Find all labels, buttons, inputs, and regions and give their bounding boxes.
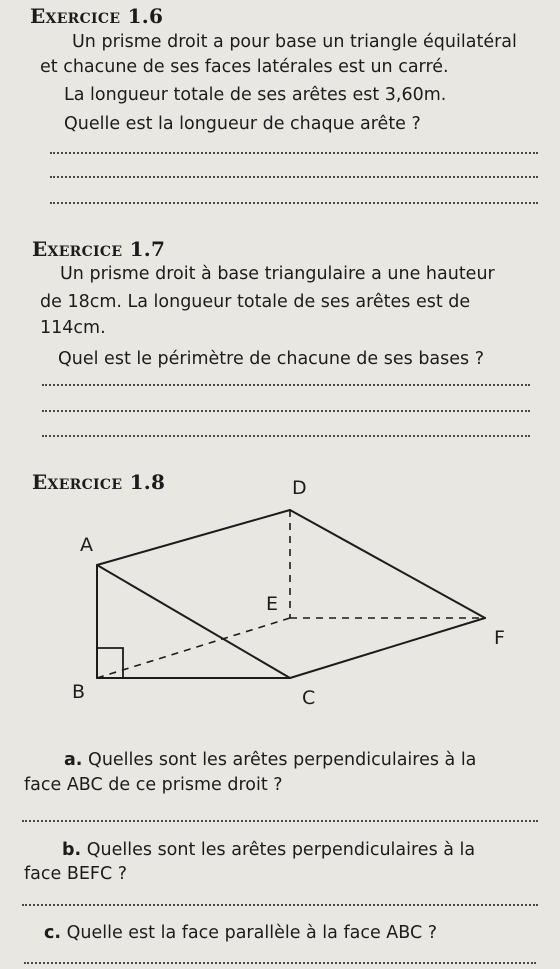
question-a-line-2: face ABC de ce prisme droit ? — [24, 775, 283, 795]
exercise-1-6-line-3: La longueur totale de ses arêtes est 3,60m. — [64, 85, 447, 105]
exercise-1-6-line-1: Un prisme droit a pour base un triangle équilatéral — [72, 32, 517, 52]
edge-AD — [97, 510, 290, 565]
exercise-1-7-question: Quel est le périmètre de chacune de ses bases ? — [58, 349, 484, 369]
vertex-label-D: D — [292, 477, 307, 499]
edge-CF — [290, 618, 485, 678]
exercise-1-8-title: Exercice 1.8 — [32, 470, 166, 494]
question-b-marker: b. — [62, 840, 82, 860]
question-b — [62, 838, 475, 863]
vertex-label-C: C — [302, 687, 316, 709]
question-c-marker: c. — [44, 923, 62, 943]
answer-line[interactable] — [22, 820, 538, 822]
vertex-label-F: F — [494, 627, 505, 649]
exercise-1-7-line-3: 114cm. — [40, 318, 106, 338]
exercise-1-7-line-1: Un prisme droit à base triangulaire a une hauteur — [60, 264, 495, 284]
answer-line[interactable] — [24, 962, 536, 964]
question-a-marker: a. — [64, 750, 83, 770]
exercise-1-6-question: Quelle est la longueur de chaque arête ? — [64, 114, 421, 134]
exercise-1-6-title: Exercice 1.6 — [30, 4, 164, 28]
exercise-1-6-line-2: et chacune de ses faces latérales est un carré. — [40, 57, 449, 77]
question-b-line-1: Quelles sont les arêtes perpendiculaires à la — [86, 840, 476, 860]
edge-AC — [97, 565, 290, 678]
hidden-edge-BE — [97, 618, 290, 678]
vertex-label-A: A — [80, 534, 93, 556]
exercise-1-7-title: Exercice 1.7 — [32, 237, 166, 261]
vertex-label-B: B — [72, 681, 86, 703]
question-c-line-1: Quelle est la face parallèle à la face ABC ? — [66, 923, 438, 943]
question-a-line-1: Quelles sont les arêtes perpendiculaires à la — [88, 750, 477, 770]
edge-DF — [290, 510, 485, 618]
question-a — [64, 748, 476, 773]
question-c — [44, 921, 437, 946]
vertex-label-E: E — [266, 593, 279, 615]
question-b-line-2: face BEFC ? — [24, 864, 128, 884]
answer-line[interactable] — [22, 904, 538, 906]
exercise-1-7-line-2: de 18cm. La longueur totale de ses arêtes est de — [40, 292, 471, 312]
